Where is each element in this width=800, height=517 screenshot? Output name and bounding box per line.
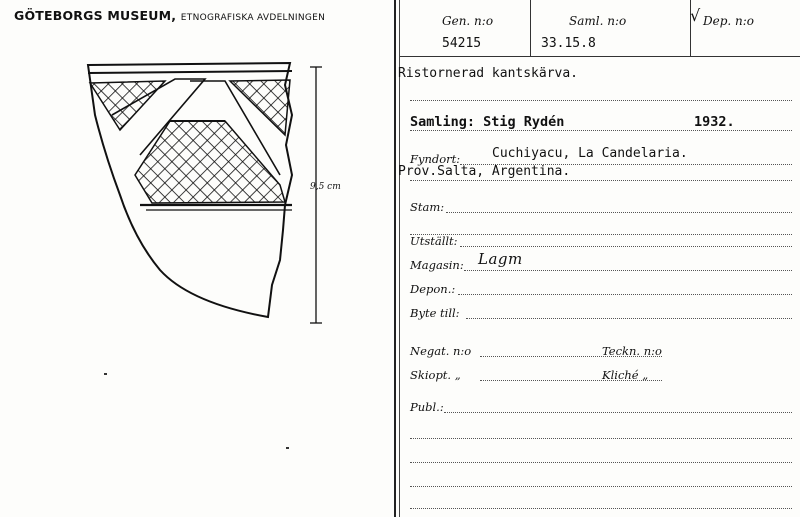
blank-line [400, 468, 792, 490]
samling-text: Samling: Stig Rydén [410, 114, 565, 130]
year-text: 1932. [694, 114, 735, 130]
gen-column [400, 0, 530, 56]
saml-value: 33.15.8 [541, 36, 596, 51]
teckn-label: Teckn. n:o [602, 344, 662, 358]
kliche-label: Kliché „ [602, 368, 649, 382]
saml-column [530, 0, 691, 56]
negat-label: Negat. n:o [410, 344, 472, 358]
sherd-drawing [80, 55, 350, 335]
magasin-row [400, 252, 792, 274]
magasin-handwritten: Lagm [478, 250, 523, 268]
publ-row [400, 394, 792, 416]
header-rule [400, 56, 800, 57]
divider-line [394, 0, 396, 517]
stam-row [400, 194, 792, 216]
depon-label: Depon.: [410, 282, 456, 296]
skiopt-label: Skiopt. „ [410, 368, 461, 382]
byte-label: Byte till: [410, 306, 460, 320]
magasin-label: Magasin: [410, 258, 464, 272]
blank-line [400, 444, 792, 466]
gen-label: Gen. n:o [442, 14, 494, 28]
description-text: Ristornerad kantskärva. [398, 66, 579, 81]
blank-line [400, 82, 792, 104]
museum-name: GÖTEBORGS MUSEUM, [14, 8, 177, 23]
depon-row [400, 276, 792, 298]
utstallt-row [400, 228, 792, 250]
speck [104, 373, 107, 375]
negat-row [400, 338, 792, 360]
fyndort-label: Fyndort: [410, 152, 461, 166]
dep-label: Dep. n:o [703, 14, 755, 28]
catalog-number-header [400, 0, 800, 56]
saml-label: Saml. n:o [569, 14, 627, 28]
dep-column [690, 0, 800, 56]
samling-line [400, 112, 792, 134]
department-name: ETNOGRAFISKA AVDELNINGEN [180, 13, 326, 23]
gen-value: 54215 [442, 36, 482, 51]
byte-row [400, 300, 792, 322]
blank-line [400, 420, 792, 442]
stam-label: Stam: [410, 200, 445, 214]
dimension-label: 9,5 cm [310, 182, 341, 192]
fyndort-value-line1: Cuchiyacu, La Candelaria. [492, 146, 688, 161]
museum-header [14, 8, 325, 23]
speck [286, 447, 289, 449]
check-mark: √ [690, 6, 701, 25]
blank-line [400, 490, 792, 512]
skiopt-row [400, 362, 792, 384]
fyndort-line2 [400, 162, 792, 184]
utstallt-label: Utställt: [410, 234, 458, 248]
fyndort-value-line2: Prov.Salta, Argentina. [398, 164, 571, 179]
publ-label: Publ.: [410, 400, 444, 414]
